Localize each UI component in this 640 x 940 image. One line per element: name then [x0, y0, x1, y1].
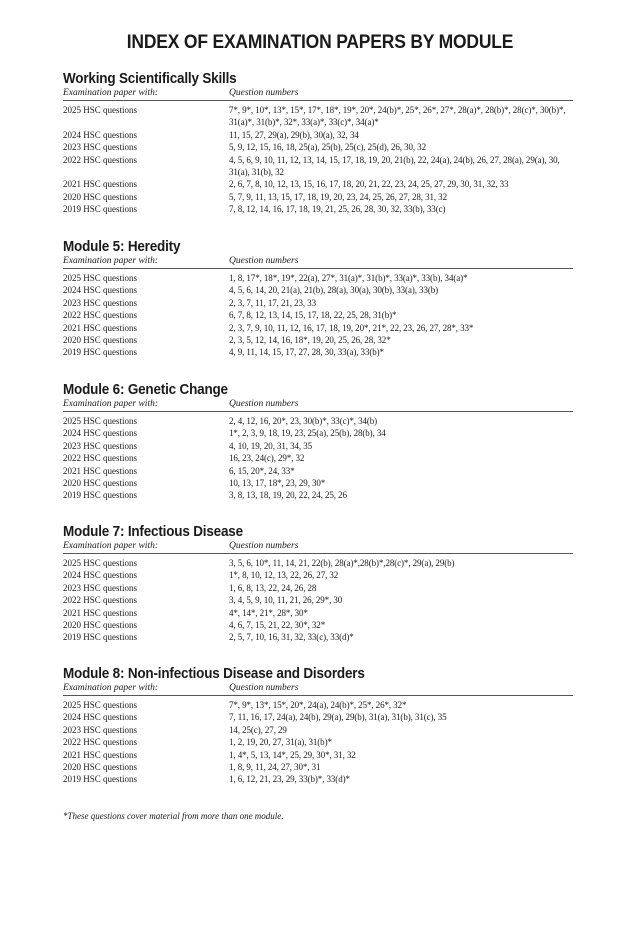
question-numbers: 2, 3, 5, 12, 14, 16, 18*, 19, 20, 25, 26, 28, 32*	[229, 335, 391, 346]
column-header-questions: Question numbers	[229, 256, 299, 266]
question-numbers: 2, 3, 7, 9, 10, 11, 12, 16, 17, 18, 19, 20*, 21*, 22, 23, 26, 27, 28*, 33*	[229, 322, 474, 333]
column-header-row	[63, 399, 573, 412]
column-header-paper: Examination paper with:	[63, 256, 158, 266]
question-numbers: 7*, 9*, 13*, 15*, 20*, 24(a), 24(b)*, 25*, 26*, 32*	[229, 700, 407, 710]
table-row	[63, 699, 573, 711]
exam-paper-label: 2021 HSC questions	[63, 607, 138, 618]
table-row	[63, 607, 573, 619]
exam-paper-label: 2022 HSC questions	[63, 453, 138, 464]
table-row	[63, 284, 573, 296]
exam-paper-label: 2024 HSC questions	[63, 428, 138, 439]
question-numbers: 1*, 2, 3, 9, 18, 19, 23, 25(a), 25(b), 28(b), 34	[229, 428, 386, 439]
table-row	[63, 749, 573, 761]
exam-paper-label: 2022 HSC questions	[63, 595, 138, 606]
exam-paper-label: 2024 HSC questions	[63, 285, 138, 296]
question-numbers: 1, 6, 12, 21, 23, 29, 33(b)*, 33(d)*	[229, 774, 350, 785]
table-row	[63, 619, 573, 631]
exam-paper-label: 2023 HSC questions	[63, 142, 138, 153]
table-row	[63, 724, 573, 736]
exam-paper-label: 2023 HSC questions	[63, 724, 138, 735]
table-row	[63, 191, 573, 203]
column-header-questions: Question numbers	[229, 88, 299, 98]
exam-paper-label: 2023 HSC questions	[63, 297, 138, 308]
table-row	[63, 440, 573, 452]
table-row	[63, 594, 573, 606]
table-row	[63, 569, 573, 581]
question-numbers: 6, 7, 8, 12, 13, 14, 15, 17, 18, 22, 25, 28, 31(b)*	[229, 310, 397, 321]
exam-paper-label: 2020 HSC questions	[63, 762, 138, 773]
table-body	[63, 104, 573, 216]
table-row	[63, 427, 573, 439]
table-row	[63, 736, 573, 748]
column-header-row	[63, 88, 573, 101]
section-title: Module 8: Non-infectious Disease and Disorders	[63, 666, 365, 682]
question-numbers: 4, 9, 11, 14, 15, 17, 27, 28, 30, 33(a), 33(b)*	[229, 347, 384, 358]
table-row	[63, 477, 573, 489]
table-row	[63, 309, 573, 321]
table-row	[63, 489, 573, 501]
exam-paper-label: 2020 HSC questions	[63, 191, 138, 202]
exam-paper-label: 2022 HSC questions	[63, 737, 138, 748]
exam-paper-label: 2019 HSC questions	[63, 347, 138, 358]
question-numbers: 4, 10, 19, 20, 31, 34, 35	[229, 440, 313, 451]
question-numbers: 1, 8, 9, 11, 24, 27, 30*, 31	[229, 762, 321, 773]
module-section	[63, 70, 573, 216]
question-numbers: 10, 13, 17, 18*, 23, 29, 30*	[229, 478, 326, 489]
footnote: *These questions cover material from more than one module.	[63, 811, 284, 821]
column-header-row	[63, 541, 573, 554]
exam-paper-label: 2024 HSC questions	[63, 570, 138, 581]
exam-paper-label: 2025 HSC questions	[63, 700, 138, 710]
question-numbers: 6, 15, 20*, 24, 33*	[229, 465, 295, 476]
section-title: Module 5: Heredity	[63, 239, 181, 255]
table-row	[63, 465, 573, 477]
module-section	[63, 381, 573, 502]
question-numbers: 16, 23, 24(c), 29*, 32	[229, 453, 305, 464]
table-row	[63, 631, 573, 643]
exam-paper-label: 2020 HSC questions	[63, 478, 138, 489]
exam-paper-label: 2024 HSC questions	[63, 712, 138, 723]
exam-paper-label: 2023 HSC questions	[63, 440, 138, 451]
module-section	[63, 665, 573, 786]
page-title: INDEX OF EXAMINATION PAPERS BY MODULE	[126, 32, 514, 53]
exam-paper-label: 2022 HSC questions	[63, 310, 138, 321]
exam-paper-label: 2021 HSC questions	[63, 179, 138, 190]
exam-paper-label: 2019 HSC questions	[63, 490, 138, 501]
exam-paper-label: 2019 HSC questions	[63, 204, 138, 215]
exam-paper-label: 2025 HSC questions	[63, 273, 138, 283]
question-numbers: 7, 11, 16, 17, 24(a), 24(b), 29(a), 29(b), 31(a), 31(b), 31(c), 35	[229, 712, 447, 723]
table-row	[63, 557, 573, 569]
module-section	[63, 523, 573, 644]
table-row	[63, 773, 573, 785]
question-numbers: 4*, 14*, 21*, 28*, 30*	[229, 607, 308, 618]
table-row	[63, 761, 573, 773]
table-row	[63, 178, 573, 190]
column-header-row	[63, 683, 573, 696]
exam-paper-label: 2019 HSC questions	[63, 632, 138, 643]
question-numbers: 4, 6, 7, 15, 21, 22, 30*, 32*	[229, 620, 326, 631]
table-row	[63, 322, 573, 334]
column-header-paper: Examination paper with:	[63, 541, 158, 551]
section-title: Module 6: Genetic Change	[63, 382, 228, 398]
section-title: Module 7: Infectious Disease	[63, 524, 243, 540]
table-body	[63, 272, 573, 359]
table-body	[63, 415, 573, 502]
question-numbers: 1, 8, 17*, 18*, 19*, 22(a), 27*, 31(a)*, 31(b)*, 33(a)*, 33(b), 34(a)*	[229, 273, 468, 283]
column-header-questions: Question numbers	[229, 683, 299, 693]
question-numbers: 1*, 8, 10, 12, 13, 22, 26, 27, 32	[229, 570, 339, 581]
table-row	[63, 346, 573, 358]
column-header-paper: Examination paper with:	[63, 88, 158, 98]
question-numbers: 5, 9, 12, 15, 16, 18, 25(a), 25(b), 25(c), 25(d), 26, 30, 32	[229, 142, 426, 153]
question-numbers: 2, 5, 7, 10, 16, 31, 32, 33(c), 33(d)*	[229, 632, 354, 643]
table-body	[63, 699, 573, 786]
question-numbers: 3, 4, 5, 9, 10, 11, 21, 26, 29*, 30	[229, 595, 343, 606]
question-numbers: 4, 5, 6, 9, 10, 11, 12, 13, 14, 15, 17, 18, 19, 20, 21(b), 22, 24(a), 24(b), 26, 27, 28(a), 29(a), 30, 31(a), 31(b), 32	[229, 154, 560, 178]
table-body	[63, 557, 573, 644]
exam-paper-label: 2021 HSC questions	[63, 749, 138, 760]
table-row	[63, 129, 573, 141]
exam-paper-label: 2022 HSC questions	[63, 154, 138, 165]
table-row	[63, 141, 573, 153]
exam-paper-label: 2023 HSC questions	[63, 582, 138, 593]
exam-paper-label: 2019 HSC questions	[63, 774, 138, 785]
exam-paper-label: 2020 HSC questions	[63, 620, 138, 631]
section-title: Working Scientifically Skills	[63, 71, 237, 87]
question-numbers: 11, 15, 27, 29(a), 29(b), 30(a), 32, 34	[229, 129, 359, 140]
question-numbers: 2, 3, 7, 11, 17, 21, 23, 33	[229, 297, 316, 308]
exam-paper-label: 2025 HSC questions	[63, 105, 138, 115]
question-numbers: 5, 7, 9, 11, 13, 15, 17, 18, 19, 20, 23, 24, 25, 26, 27, 28, 31, 32	[229, 191, 447, 202]
exam-paper-label: 2021 HSC questions	[63, 322, 138, 333]
table-row	[63, 154, 573, 179]
table-row	[63, 297, 573, 309]
column-header-questions: Question numbers	[229, 541, 299, 551]
question-numbers: 2, 6, 7, 8, 10, 12, 13, 15, 16, 17, 18, 20, 21, 22, 23, 24, 25, 27, 29, 30, 31, 32, 33	[229, 179, 509, 190]
column-header-paper: Examination paper with:	[63, 683, 158, 693]
column-header-paper: Examination paper with:	[63, 399, 158, 409]
column-header-row	[63, 256, 573, 269]
table-row	[63, 415, 573, 427]
table-row	[63, 104, 573, 129]
question-numbers: 1, 6, 8, 13, 22, 24, 26, 28	[229, 582, 317, 593]
module-section	[63, 238, 573, 359]
column-header-questions: Question numbers	[229, 399, 299, 409]
question-numbers: 3, 8, 13, 18, 19, 20, 22, 24, 25, 26	[229, 490, 347, 501]
question-numbers: 1, 2, 19, 20, 27, 31(a), 31(b)*	[229, 737, 332, 748]
question-numbers: 3, 5, 6, 10*, 11, 14, 21, 22(b), 28(a)*,28(b)*,28(c)*, 29(a), 29(b)	[229, 558, 455, 568]
table-row	[63, 582, 573, 594]
exam-paper-label: 2020 HSC questions	[63, 335, 138, 346]
question-numbers: 14, 25(c), 27, 29	[229, 724, 287, 735]
question-numbers: 4, 5, 6, 14, 20, 21(a), 21(b), 28(a), 30(a), 30(b), 33(a), 33(b)	[229, 285, 439, 296]
question-numbers: 2, 4, 12, 16, 20*, 23, 30(b)*, 33(c)*, 34(b)	[229, 416, 378, 426]
table-row	[63, 272, 573, 284]
table-row	[63, 334, 573, 346]
exam-paper-label: 2021 HSC questions	[63, 465, 138, 476]
question-numbers: 7*, 9*, 10*, 13*, 15*, 17*, 18*, 19*, 20*, 24(b)*, 25*, 26*, 27*, 28(a)*, 28(b)*, 28(c)*, 30(b)*, 31(a)*, 31(b)*, 32*, 33(a)*, 33(c)*, 34(a)*	[229, 105, 566, 128]
table-row	[63, 452, 573, 464]
table-row	[63, 711, 573, 723]
question-numbers: 1, 4*, 5, 13, 14*, 25, 29, 30*, 31, 32	[229, 749, 356, 760]
exam-paper-label: 2025 HSC questions	[63, 416, 138, 426]
table-row	[63, 203, 573, 215]
exam-paper-label: 2024 HSC questions	[63, 129, 138, 140]
exam-paper-label: 2025 HSC questions	[63, 558, 138, 568]
question-numbers: 7, 8, 12, 14, 16, 17, 18, 19, 21, 25, 26, 28, 30, 32, 33(b), 33(c)	[229, 204, 446, 215]
